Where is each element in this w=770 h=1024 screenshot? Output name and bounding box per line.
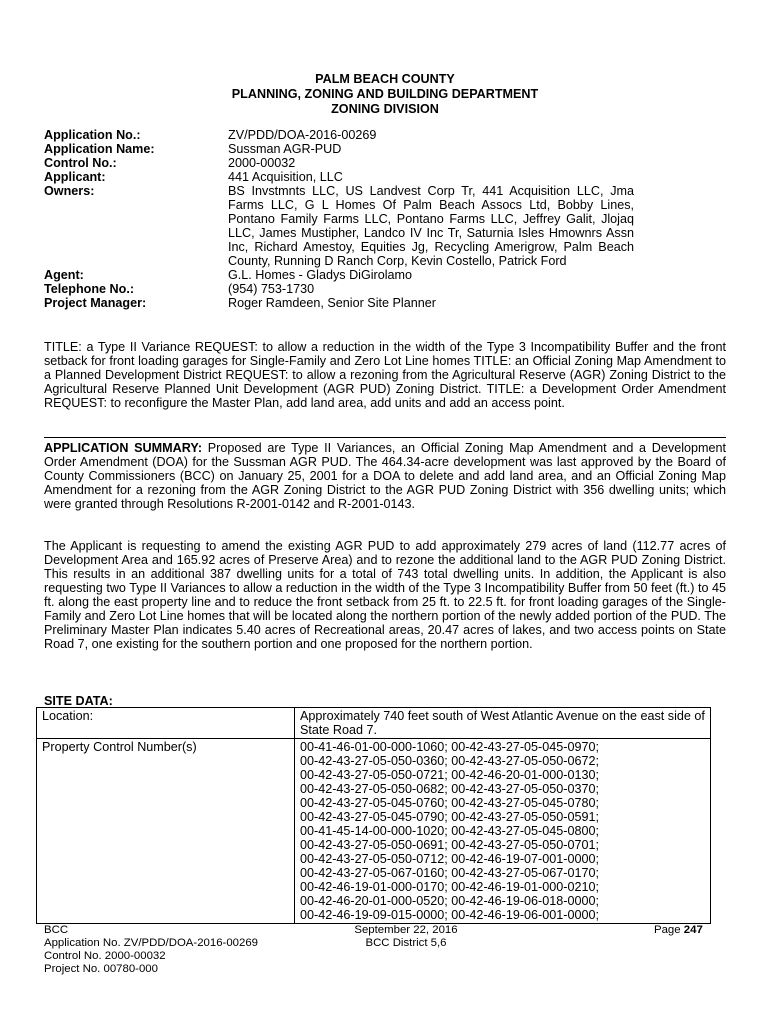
info-row-application-name: Application Name: Sussman AGR-PUD xyxy=(44,142,644,156)
applicant: 441 Acquisition, LLC xyxy=(228,170,343,184)
info-row-application-no: Application No.: ZV/PDD/DOA-2016-00269 xyxy=(44,128,644,142)
location-value: Approximately 740 feet south of West Atlantic Avenue on the east side of State Road 7. xyxy=(295,708,711,739)
info-row-agent: Agent: G.L. Homes - Gladys DiGirolamo xyxy=(44,268,644,282)
footer-bcc: BCC xyxy=(44,924,69,936)
control-number: 2000-00032 xyxy=(228,156,296,170)
footer-control-no: Control No. 2000-00032 xyxy=(44,950,166,962)
info-row-applicant: Applicant: 441 Acquisition, LLC xyxy=(44,170,644,184)
agent: G.L. Homes - Gladys DiGirolamo xyxy=(228,268,413,282)
telephone: (954) 753-1730 xyxy=(228,282,315,296)
summary-paragraph-2: The Applicant is requesting to amend the existing AGR PUD to add approximately 279 acres of land (112.77 acres of Development Area and 165.92 acres of Preserve Area) and to rezone the additional land to the AGR PUD Zoning District. This results in an additional 387 dwelling units for a total of 743 total dwelling units. In addition, the Applicant is also requesting two Type II Variances to allow a reduction in the width of the Type 3 Incompatibility Buffer from 50 feet (ft.) to 45 ft. along the east property line and to reduce the front setback from 25 ft. to 22.5 ft. for front loading garages of the Single-Family and Zero Lot Line homes that will be located along the northern portion of the newly added portion of the PUD. The Preliminary Master Plan indicates 5.40 acres of Recreational areas, 20.47 acres of lakes, and two access points on State Road 7, one existing for the southern portion and one proposed for the northern portion. xyxy=(44,539,726,651)
footer-middle xyxy=(336,924,476,950)
footer-date: September 22, 2016 xyxy=(354,924,458,936)
info-row-owners: Owners: BS Invstmnts LLC, US Landvest Corp Tr, 441 Acquisition LLC, Jma Farms LLC, G L Homes Of Palm Beach Assocs Ltd, Bobby Lines, Pontano Family Farms LLC, Pontano Farms LLC, Jeffrey Galit, Jlojaq LLC, James Mustipher, Landco IV Inc Tr, Saturnia Isles Hmownrs Assn Inc, Richard Amestoy, Equities Jg, Recycling Amerigrow, Palm Beach County, Running D Ranch Corp, Kevin Costello, Patrick Ford xyxy=(44,184,634,268)
page-number: Page 247 xyxy=(654,924,703,936)
pcn-values xyxy=(295,739,711,924)
request-titles: TITLE: a Type II Variance REQUEST: to allow a reduction in the width of the Type 3 Incompatibility Buffer and the front setback for front loading garages for Single-Family and Zero Lot Line homes TITLE: an Official Zoning Map Amendment to a Planned Development District REQUEST: to allow a rezoning from the Agricultural Reserve (AGR) Zoning District to the Agricultural Reserve Planned Unit Development (AGR PUD) Zoning District. TITLE: a Development Order Amendment REQUEST: to reconfigure the Master Plan, add land area, add units and add an access point. xyxy=(44,340,726,410)
footer-left xyxy=(44,924,258,976)
pcn-label: Property Control Number(s) xyxy=(37,739,295,924)
info-row-control-no: Control No.: 2000-00032 xyxy=(44,156,644,170)
info-row-telephone: Telephone No.: (954) 753-1730 xyxy=(44,282,644,296)
summary-label: APPLICATION SUMMARY: xyxy=(44,441,203,455)
application-name: Sussman AGR-PUD xyxy=(228,142,342,156)
summary-text: Proposed are Type II Variances, an Official Zoning Map Amendment and a Development Order Amendment (DOA) for the Sussman AGR PUD. The 464.34-acre development was last approved by the Board of County Commissioners (BCC) on January 25, 2001 for a DOA to delete and add land area, and an Official Zoning Map Amendment for a rezoning from the AGR Zoning District to the AGR PUD Zoning District with 356 dwelling units; which were granted through Resolutions R-2001-0142 and R-2001-0143. xyxy=(44,441,726,511)
application-summary xyxy=(44,441,726,511)
project-manager: Roger Ramdeen, Senior Site Planner xyxy=(228,296,436,310)
pcn-line: 00-42-43-27-05-067-0160; 00-42-43-27-05-067-0170; xyxy=(300,866,599,880)
pcn-line: 00-42-43-27-05-050-0712; 00-42-46-19-07-001-0000; xyxy=(300,852,599,866)
info-row-project-manager: Project Manager: Roger Ramdeen, Senior Site Planner xyxy=(44,296,644,310)
footer-application-no: Application No. ZV/PDD/DOA-2016-00269 xyxy=(44,937,258,949)
document-header xyxy=(0,72,770,117)
pcn-line: 00-42-46-20-01-000-0520; 00-42-46-19-06-018-0000; xyxy=(300,894,599,908)
pcn-line: 00-42-43-27-05-050-0691; 00-42-43-27-05-050-0701; xyxy=(300,838,599,852)
owners: BS Invstmnts LLC, US Landvest Corp Tr, 441 Acquisition LLC, Jma Farms LLC, G L Homes Of Palm Beach Assocs Ltd, Bobby Lines, Pontano Family Farms LLC, Pontano Farms LLC, Jeffrey Galit, Jlojaq LLC, James Mustipher, Landco IV Inc Tr, Saturnia Isles Hmownrs Assn Inc, Richard Amestoy, Equities Jg, Recycling Amerigrow, Palm Beach County, Running D Ranch Corp, Kevin Costello, Patrick Ford xyxy=(228,184,634,268)
footer-project-no: Project No. 00780-000 xyxy=(44,963,158,975)
table-row xyxy=(37,708,711,739)
table-row xyxy=(37,739,711,924)
header-division: ZONING DIVISION xyxy=(331,102,439,116)
application-number: ZV/PDD/DOA-2016-00269 xyxy=(228,128,377,142)
site-data-table xyxy=(36,707,711,924)
application-info xyxy=(44,128,644,310)
pcn-line: 00-42-43-27-05-050-0360; 00-42-43-27-05-050-0672; xyxy=(300,754,599,768)
pcn-line: 00-42-43-27-05-045-0790; 00-42-43-27-05-050-0591; xyxy=(300,810,599,824)
pcn-line: 00-42-46-19-09-015-0000; 00-42-46-19-06-001-0000; xyxy=(300,908,599,922)
pcn-line: 00-42-43-27-05-050-0682; 00-42-43-27-05-050-0370; xyxy=(300,782,599,796)
header-county: PALM BEACH COUNTY xyxy=(315,72,455,86)
pcn-line: 00-42-43-27-05-045-0760; 00-42-43-27-05-045-0780; xyxy=(300,796,599,810)
pcn-line: 00-41-46-01-00-000-1060; 00-42-43-27-05-045-0970; xyxy=(300,740,599,754)
pcn-line: 00-41-45-14-00-000-1020; 00-42-43-27-05-045-0800; xyxy=(300,824,599,838)
location-label: Location: xyxy=(37,708,295,739)
section-divider xyxy=(44,437,726,438)
header-department: PLANNING, ZONING AND BUILDING DEPARTMENT xyxy=(231,87,539,101)
pcn-line: 00-42-43-27-05-050-0721; 00-42-46-20-01-000-0130; xyxy=(300,768,599,782)
footer-district: BCC District 5,6 xyxy=(365,937,447,949)
pcn-line: 00-42-46-19-01-000-0170; 00-42-46-19-01-000-0210; xyxy=(300,880,599,894)
site-data-heading: SITE DATA: xyxy=(44,694,113,708)
